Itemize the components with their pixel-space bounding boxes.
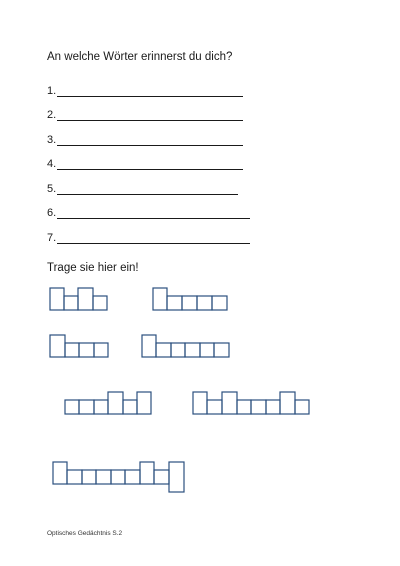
letter-box[interactable] <box>171 343 185 357</box>
letter-box[interactable] <box>65 343 79 357</box>
letter-box[interactable] <box>79 400 94 414</box>
letter-box[interactable] <box>79 343 94 357</box>
letter-box[interactable] <box>197 296 212 310</box>
letter-box[interactable] <box>64 296 78 310</box>
letter-box[interactable] <box>207 400 222 414</box>
letter-box[interactable] <box>237 400 251 414</box>
letter-box[interactable] <box>108 392 123 414</box>
letter-box[interactable] <box>214 343 229 357</box>
letter-box[interactable] <box>154 470 169 484</box>
letter-box[interactable] <box>185 343 200 357</box>
answer-number: 7. <box>47 231 57 244</box>
letter-box[interactable] <box>167 296 182 310</box>
letter-box[interactable] <box>193 392 207 414</box>
word-shape-4 <box>142 335 229 357</box>
letter-box[interactable] <box>50 335 65 357</box>
letter-box[interactable] <box>142 335 156 357</box>
answer-number: 1. <box>47 84 57 97</box>
letter-box[interactable] <box>78 288 93 310</box>
answer-number: 2. <box>47 109 57 121</box>
answer-number: 6. <box>47 207 57 219</box>
letter-box[interactable] <box>295 400 309 414</box>
letter-box[interactable] <box>222 392 237 414</box>
letter-box[interactable] <box>137 392 151 414</box>
letter-box[interactable] <box>65 400 79 414</box>
letter-box[interactable] <box>123 400 137 414</box>
letter-box[interactable] <box>82 470 96 484</box>
letter-box[interactable] <box>169 462 184 492</box>
letter-box[interactable] <box>67 470 82 484</box>
answer-number: 5. <box>47 182 57 195</box>
letter-box[interactable] <box>93 296 107 310</box>
answer-number: 4. <box>47 158 57 170</box>
word-shape-3 <box>50 335 108 357</box>
word-shape-2 <box>153 288 227 310</box>
word-shape-7 <box>53 462 184 492</box>
letter-box[interactable] <box>212 296 227 310</box>
letter-box[interactable] <box>156 343 171 357</box>
answer-number: 3. <box>47 133 57 146</box>
letter-box[interactable] <box>94 343 108 357</box>
letter-box[interactable] <box>50 288 64 310</box>
letter-box[interactable] <box>96 470 111 484</box>
letter-box[interactable] <box>153 288 167 310</box>
word-shape-5 <box>65 392 151 414</box>
letter-box[interactable] <box>111 470 125 484</box>
word-shape-1 <box>50 288 107 310</box>
instruction-heading: Trage sie hier ein! <box>47 262 139 274</box>
letter-box[interactable] <box>200 343 214 357</box>
word-shape-6 <box>193 392 309 414</box>
letter-box[interactable] <box>94 400 108 414</box>
letter-box[interactable] <box>251 400 266 414</box>
page-footer: Optisches Gedächtnis S.2 <box>47 530 123 537</box>
letter-box[interactable] <box>182 296 197 310</box>
letter-box[interactable] <box>125 470 140 484</box>
letter-box[interactable] <box>140 462 154 484</box>
letter-box[interactable] <box>53 462 67 484</box>
question-heading: An welche Wörter erinnerst du dich? <box>47 51 233 63</box>
letter-box[interactable] <box>280 392 295 414</box>
letter-box[interactable] <box>266 400 280 414</box>
